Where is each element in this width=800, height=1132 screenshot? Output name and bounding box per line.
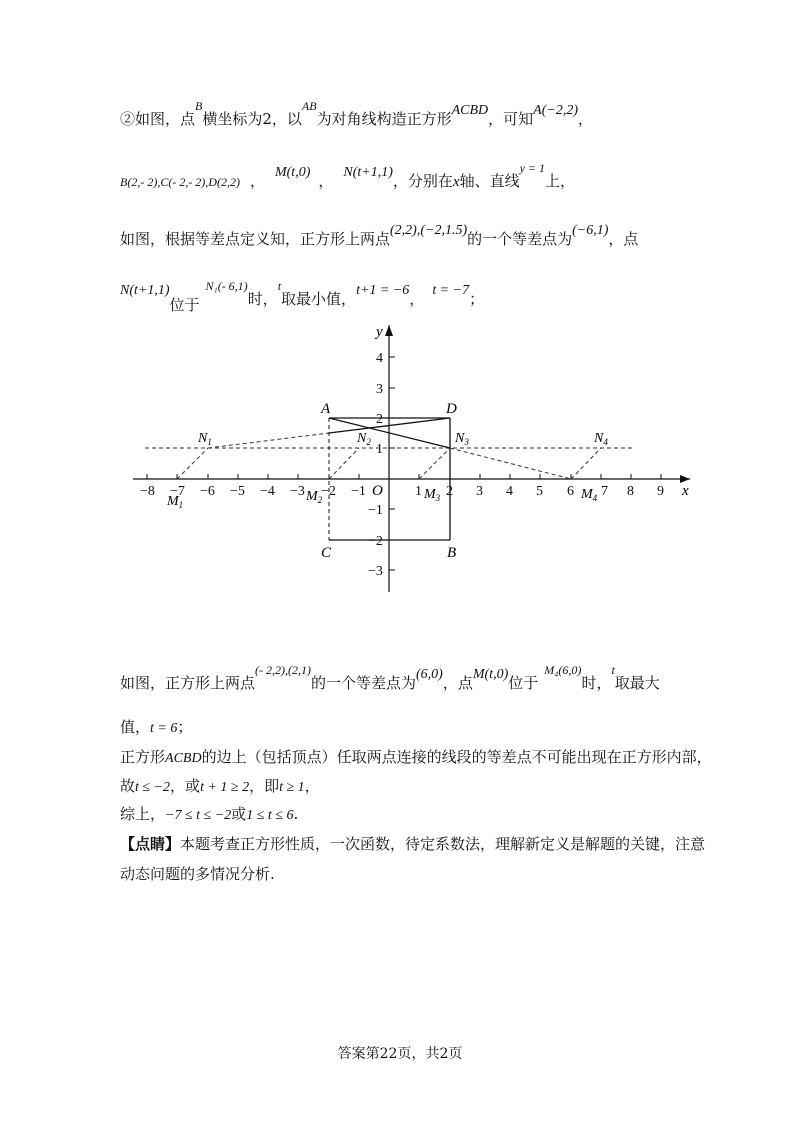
text: 动态问题的多情况分析. — [120, 865, 275, 883]
origin-label: O — [372, 483, 383, 499]
math-y-eq: y = 1 — [519, 161, 546, 175]
tick-label: −1 — [368, 503, 383, 518]
math-eq: t+1 = −6 — [356, 283, 410, 298]
math-point: (−6,1) — [572, 223, 609, 238]
subscript: 4 — [603, 437, 608, 447]
text: 横坐标为2，以 — [202, 110, 302, 128]
text: ， — [578, 110, 594, 128]
tick-label: −3 — [290, 484, 305, 499]
math-N1: N₁(- 6,1) — [205, 279, 248, 293]
tick-label: 2 — [376, 412, 383, 427]
text: . — [293, 805, 299, 823]
svg-text:M4 — [580, 487, 598, 503]
x-axis-label: x — [682, 483, 689, 499]
paragraph-3 — [120, 223, 639, 249]
tick-label: −8 — [140, 484, 155, 499]
math-ineq: t + 1 ≥ 2 — [200, 780, 250, 795]
math-ineq: t ≤ −2 — [135, 780, 171, 795]
tick-label: −4 — [260, 484, 275, 499]
text: 值， — [120, 718, 151, 736]
tick-label: 4 — [506, 484, 513, 499]
text: 位于 — [169, 296, 200, 314]
text: 位于 — [508, 674, 539, 692]
text: 如图，正方形上两点 — [120, 674, 256, 692]
tick-label: −2 — [368, 534, 383, 549]
text: ，可知 — [488, 110, 534, 128]
text: 时， — [581, 674, 612, 692]
x-ticks — [147, 474, 661, 479]
tick-label: 9 — [657, 484, 664, 499]
paragraph-2 — [120, 161, 576, 191]
dash-N1 — [208, 433, 329, 448]
text: ，或 — [170, 777, 201, 795]
text: 综上， — [120, 805, 166, 823]
point-C-label: C — [321, 545, 332, 561]
text: ， — [318, 172, 334, 190]
text: ， — [304, 777, 320, 795]
x-axis-arrow — [680, 475, 690, 483]
paragraph-5 — [120, 663, 660, 693]
text: ， — [409, 290, 425, 308]
tick-label: 4 — [376, 351, 383, 366]
text: ； — [177, 718, 193, 736]
math-t: t — [277, 279, 282, 293]
math-M: M(t,0) — [472, 667, 509, 682]
point-M2-label: M — [306, 489, 318, 504]
page-footer: 答案第22页，共2页 — [337, 1046, 463, 1062]
math-M4: M₄(6,0) — [544, 663, 582, 677]
paragraph-9 — [120, 803, 298, 824]
paragraph-1 — [120, 99, 594, 129]
svg-text:M3 — [423, 487, 441, 503]
text: 的一个等差点为 — [467, 230, 573, 248]
math-x: x — [452, 174, 460, 190]
text: 上， — [545, 172, 576, 190]
text: 故 — [120, 777, 136, 795]
text: ②如图，点 — [120, 110, 196, 128]
point-N2-label: N — [357, 431, 367, 446]
math-points: (- 2,2),(2,1) — [255, 663, 311, 677]
point-N1-label: N — [198, 431, 208, 446]
text: 正方形 — [120, 748, 166, 766]
svg-text:N4 — [593, 431, 608, 447]
text: ，点 — [608, 230, 639, 248]
dash-M2-N2 — [329, 448, 359, 479]
tick-label: 6 — [567, 484, 574, 499]
math-AB: AB — [301, 99, 317, 113]
tick-label: 8 — [627, 484, 634, 499]
y-tick-labels — [368, 351, 383, 579]
paragraph-4 — [120, 279, 485, 314]
math-point: (6,0) — [416, 667, 443, 682]
point-N4-label: N — [594, 431, 604, 446]
point-D-label: D — [446, 401, 457, 417]
text: 轴、直线 — [459, 172, 520, 190]
math-points: (2,2),(−2,1.5) — [390, 223, 468, 238]
point-M3-label: M — [424, 487, 436, 502]
point-B-label: B — [447, 545, 457, 561]
point-M4-label: M — [581, 487, 593, 502]
text: 为对角线构造正方形 — [316, 110, 452, 128]
paragraph-11 — [120, 863, 275, 884]
coordinate-figure — [120, 320, 700, 610]
math-N: N(t+1,1) — [343, 165, 393, 180]
tick-label: −1 — [351, 484, 366, 499]
text: ， — [249, 172, 265, 190]
subscript: 2 — [366, 437, 371, 447]
subscript: 1 — [207, 437, 212, 447]
dash-M1-N1 — [177, 448, 208, 479]
y-axis-arrow — [385, 325, 393, 336]
math-points: B(2,- 2),C(- 2,- 2),D(2,2) — [120, 175, 240, 189]
math-ACBD: ACBD — [451, 103, 489, 118]
paragraph-8 — [120, 775, 320, 796]
tick-label: 3 — [476, 484, 483, 499]
y-ticks — [389, 357, 395, 570]
subscript: 3 — [435, 493, 441, 503]
text: 时， — [247, 290, 278, 308]
point-N3-label: N — [455, 431, 465, 446]
tick-label: 1 — [376, 442, 383, 457]
text: 取最大 — [614, 674, 660, 692]
text: ； — [469, 290, 485, 308]
text: 如图，根据等差点定义知，正方形上两点 — [120, 230, 391, 248]
text: 的边上（包括顶点）任取两点连接的线段的等差点不可能出现在正方形内部， — [201, 748, 712, 766]
tick-label: 1 — [415, 484, 422, 499]
tick-label: −6 — [200, 484, 215, 499]
text: 取最小值， — [281, 290, 357, 308]
tick-label: −3 — [368, 564, 383, 579]
dash-M4-N4 — [571, 448, 601, 479]
math-B: B — [195, 99, 203, 113]
tick-label: −2 — [321, 484, 336, 499]
paragraph-6 — [120, 716, 192, 737]
tick-label: 2 — [446, 484, 453, 499]
text: 或 — [231, 805, 247, 823]
math-M: M(t,0) — [274, 165, 311, 180]
tick-label: 7 — [601, 484, 608, 499]
math-eq: t = 6 — [150, 721, 178, 736]
subscript: 4 — [592, 493, 598, 503]
point-A-label: A — [321, 401, 331, 417]
subscript: 2 — [317, 495, 323, 505]
text: ，点 — [442, 674, 473, 692]
math-eq: t = −7 — [432, 283, 470, 298]
paragraph-7 — [120, 746, 712, 767]
tick-label: 5 — [536, 484, 543, 499]
text: ，即 — [249, 777, 280, 795]
tick-label: −7 — [170, 484, 185, 499]
text: ，分别在 — [392, 172, 453, 190]
svg-text:N1 — [197, 431, 212, 447]
math-ineq: 1 ≤ t ≤ 6 — [246, 808, 294, 823]
text: 的一个等差点为 — [311, 674, 417, 692]
point-M1-label: M — [167, 494, 179, 509]
comment-heading: 【点睛】 — [120, 835, 181, 853]
svg-text:N3 — [454, 431, 469, 447]
math-ACBD: ACBD — [165, 751, 202, 766]
dash-M3-N3 — [419, 448, 450, 479]
math-A-coords: A(−2,2) — [533, 103, 578, 118]
math-ineq: t ≥ 1 — [279, 780, 305, 795]
math-N: N(t+1,1) — [120, 283, 170, 298]
paragraph-10 — [120, 833, 705, 854]
math-t: t — [611, 663, 615, 677]
svg-text:N2 — [356, 431, 371, 447]
tick-label: 3 — [376, 382, 383, 397]
tick-label: −5 — [230, 484, 245, 499]
subscript: 1 — [178, 500, 184, 510]
text: 本题考查正方形性质，一次函数，待定系数法，理解新定义是解题的关键，注意 — [180, 835, 706, 853]
y-axis-label: y — [376, 324, 383, 340]
math-ineq: −7 ≤ t ≤ −2 — [165, 808, 232, 823]
subscript: 3 — [464, 437, 469, 447]
